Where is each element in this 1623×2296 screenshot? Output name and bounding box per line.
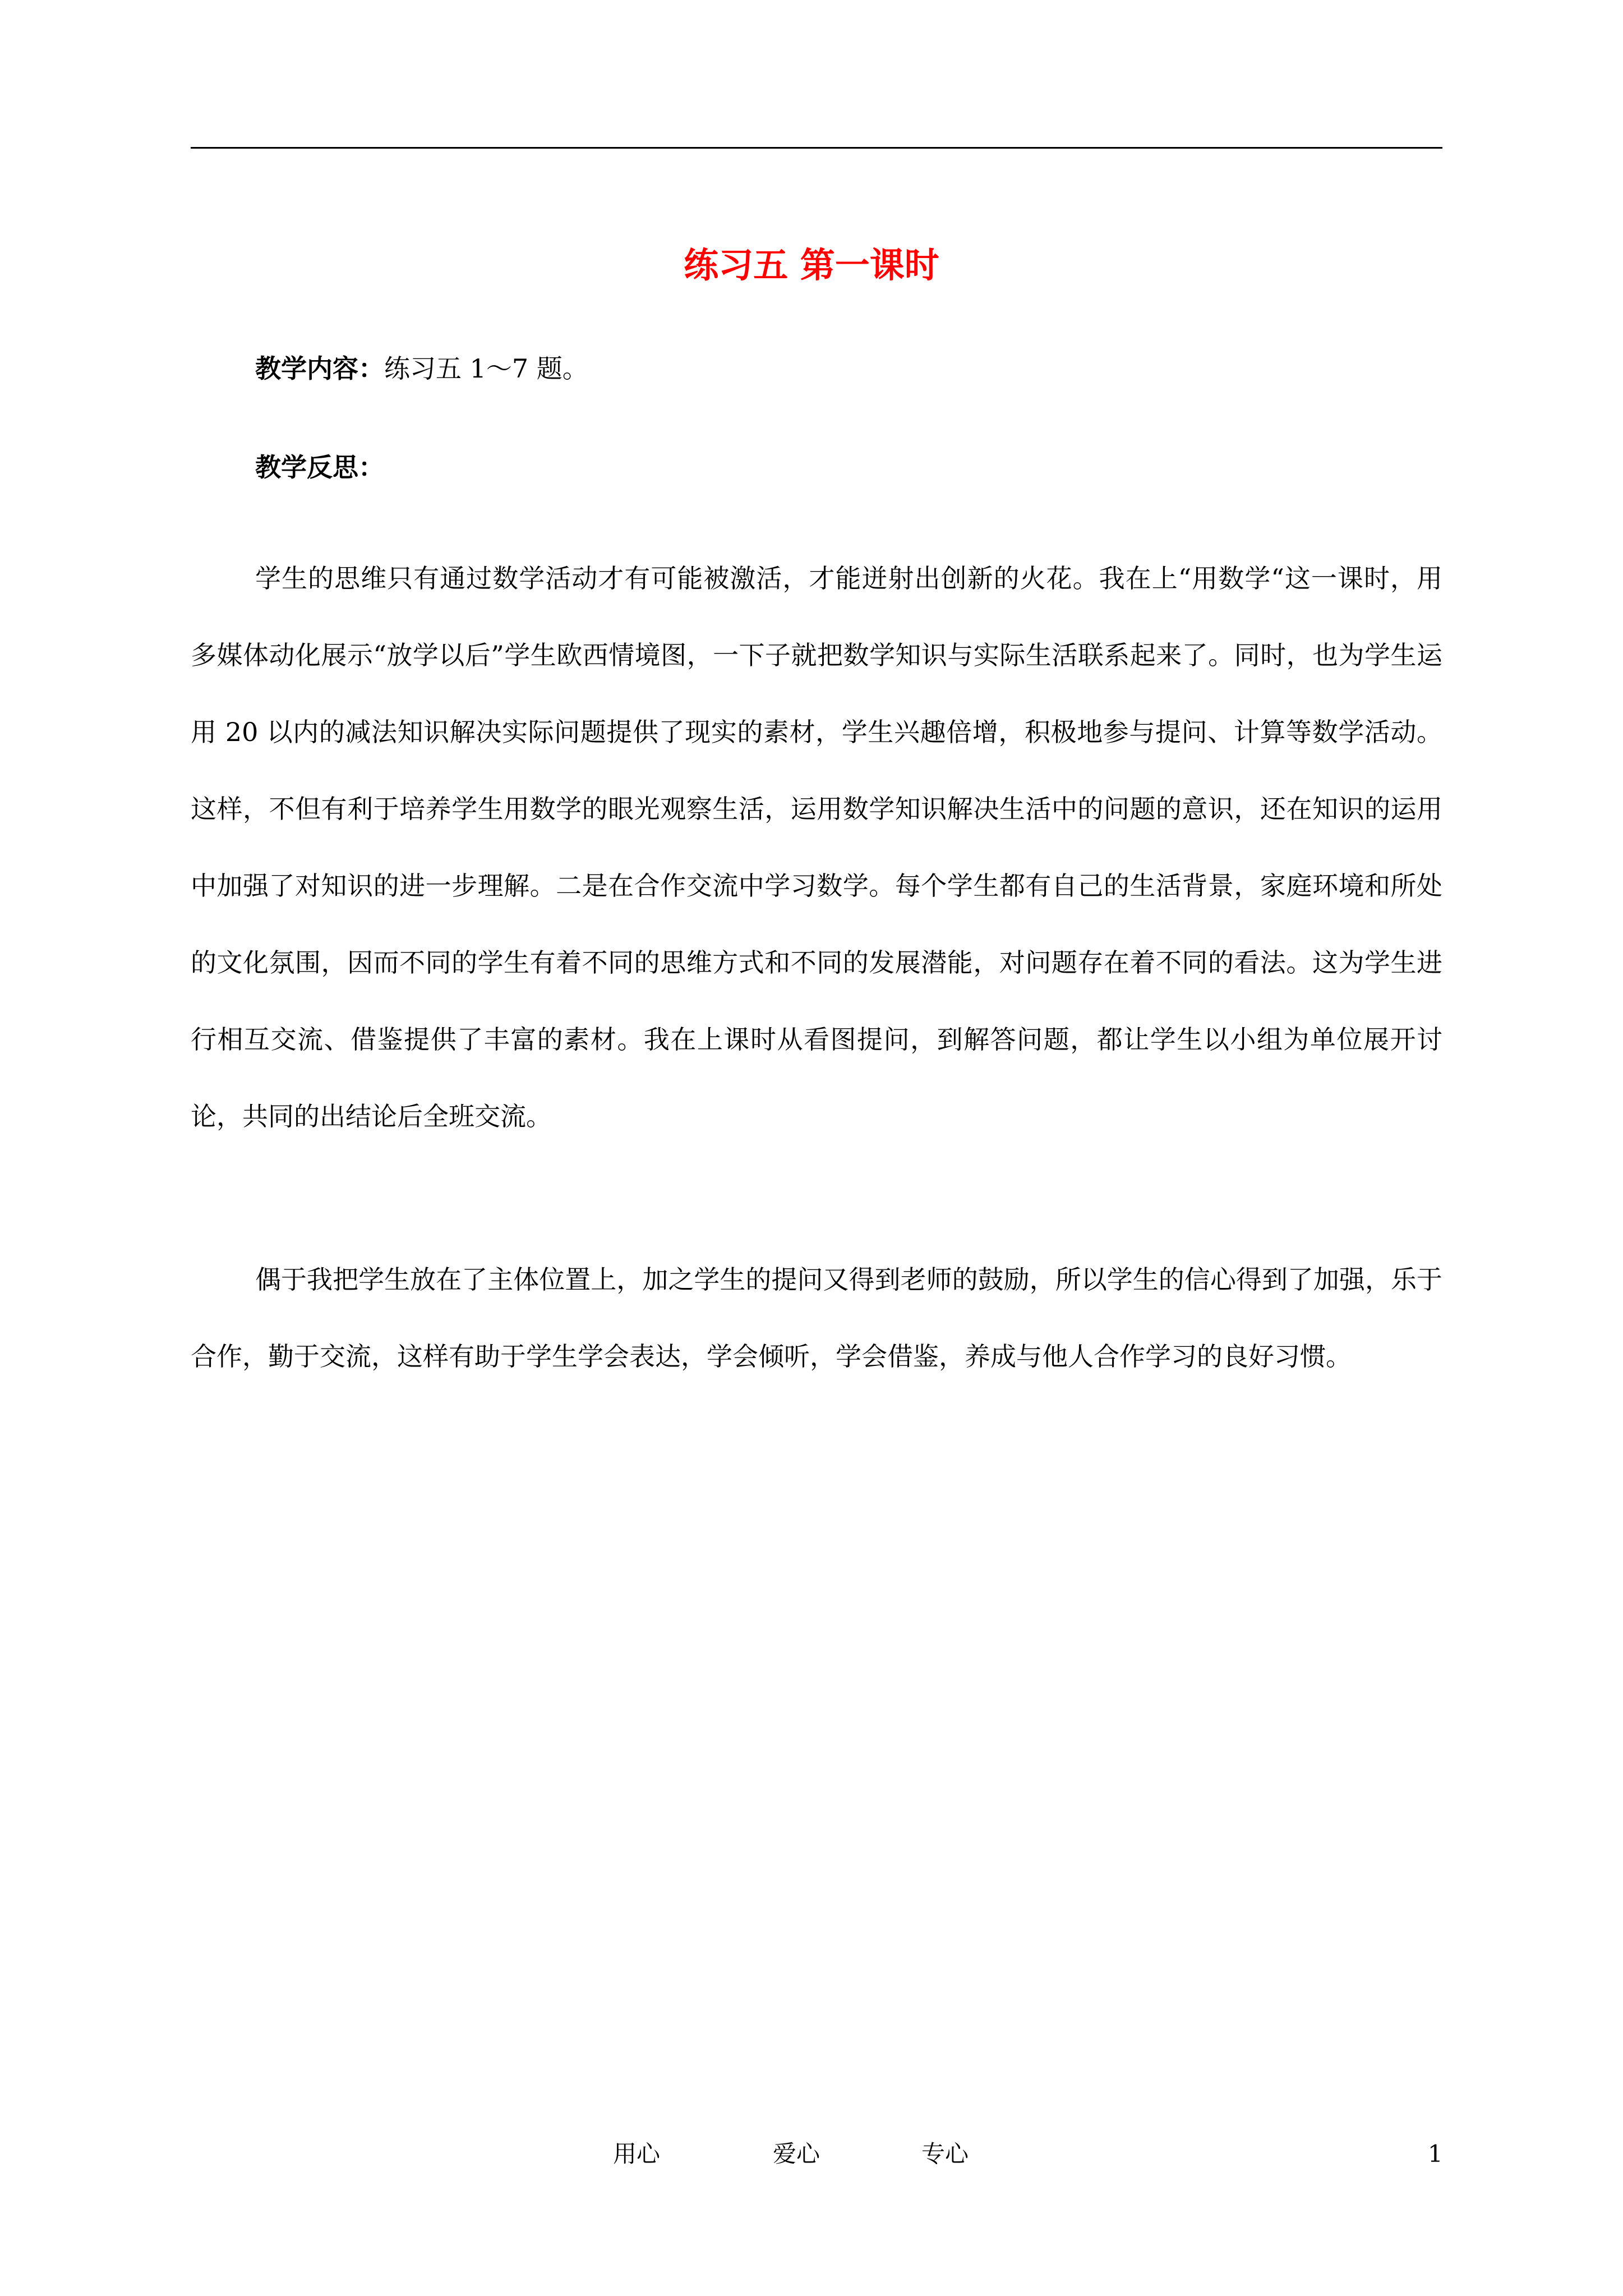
footer-motto: 专心 — [921, 2140, 969, 2168]
page-number: 1 — [1428, 2140, 1443, 2168]
teaching-content-label: 教学内容： — [255, 353, 384, 384]
reflection-paragraph: 偶于我把学生放在了主体位置上，加之学生的提问又得到老师的鼓励，所以学生的信心得到了加强，乐于合作，勤于交流，这样有助于学生学会表达，学会倾听，学会借鉴，养成与他人合作学习的良好习惯。 — [191, 1264, 1442, 1372]
teaching-content-value: 练习五 1～7 题。 — [384, 353, 588, 384]
footer-motto: 用心 — [613, 2140, 661, 2168]
reflection-paragraph: 学生的思维只有通过数学活动才有可能被激活，才能迸射出创新的火花。我在上“用数学“这一课时，用多媒体动化展示“放学以后”学生欧西情境图，一下子就把数学知识与实际生活联系起来了。同时，也为学生运用 20 以内的减法知识解决实际问题提供了现实的素材，学生兴趣倍增，积极地参与提问、计算等数学活动。这样，不但有利于培养学生用数学的眼光观察生活，运用数学知识解决生活中的问题的意识，还在知识的运用中加强了对知识的进一步理解。二是在合作交流中学习数学。每个学生都有自己的生活背景，家庭环境和所处的文化氛围，因而不同的学生有着不同的思维方式和不同的发展潜能，对问题存在着不同的看法。这为学生进行相互交流、借鉴提供了丰富的素材。我在上课时从看图提问，到解答问题，都让学生以小组为单位展开讨论，共同的出结论后全班交流。 — [191, 563, 1442, 1131]
document-title: 练习五 第一课时 — [684, 245, 939, 286]
teaching-content-line — [255, 349, 588, 388]
teaching-reflection-label: 教学反思： — [255, 452, 384, 482]
teaching-reflection-line — [255, 448, 384, 487]
footer-motto: 爱心 — [773, 2140, 820, 2168]
header-rule — [191, 147, 1442, 149]
